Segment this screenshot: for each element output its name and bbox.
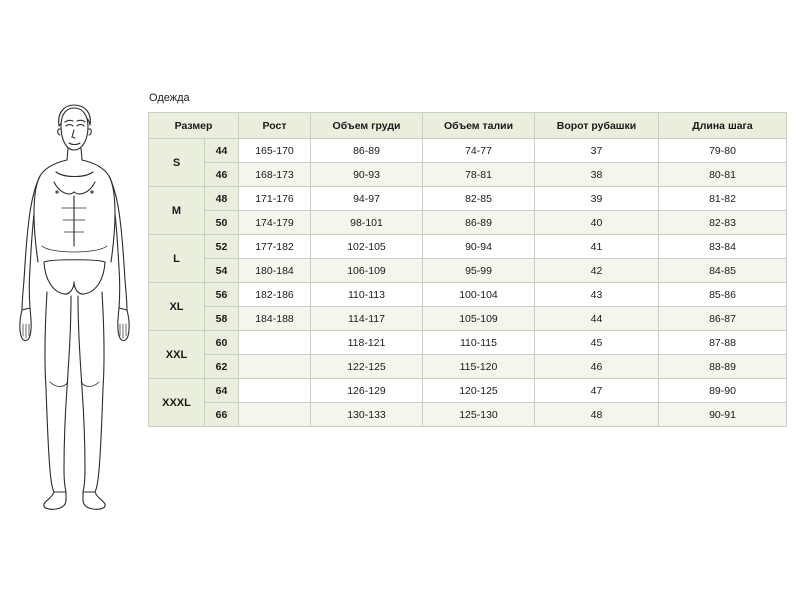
cell-step: 80-81 — [659, 163, 787, 187]
male-body-figure — [14, 96, 134, 516]
cell-chest: 86-89 — [311, 139, 423, 163]
size-number: 66 — [205, 403, 239, 427]
cell-chest: 106-109 — [311, 259, 423, 283]
cell-chest: 102-105 — [311, 235, 423, 259]
cell-waist: 125-130 — [423, 403, 535, 427]
column-header-size: Размер — [149, 113, 239, 139]
cell-collar: 46 — [535, 355, 659, 379]
size-group-label: XXXL — [149, 379, 205, 427]
cell-chest: 118-121 — [311, 331, 423, 355]
cell-waist: 90-94 — [423, 235, 535, 259]
table-row — [149, 403, 787, 427]
cell-collar: 41 — [535, 235, 659, 259]
cell-height — [239, 355, 311, 379]
table-row — [149, 307, 787, 331]
table-row — [149, 283, 787, 307]
cell-waist: 110-115 — [423, 331, 535, 355]
cell-collar: 43 — [535, 283, 659, 307]
cell-step: 85-86 — [659, 283, 787, 307]
cell-height: 171-176 — [239, 187, 311, 211]
size-number: 44 — [205, 139, 239, 163]
size-number: 56 — [205, 283, 239, 307]
cell-waist: 105-109 — [423, 307, 535, 331]
table-row — [149, 355, 787, 379]
cell-chest: 90-93 — [311, 163, 423, 187]
cell-height — [239, 379, 311, 403]
cell-step: 81-82 — [659, 187, 787, 211]
cell-collar: 45 — [535, 331, 659, 355]
cell-height: 174-179 — [239, 211, 311, 235]
size-number: 62 — [205, 355, 239, 379]
table-row — [149, 163, 787, 187]
cell-collar: 47 — [535, 379, 659, 403]
cell-collar: 37 — [535, 139, 659, 163]
cell-height: 180-184 — [239, 259, 311, 283]
cell-collar: 42 — [535, 259, 659, 283]
table-caption: Одежда — [149, 92, 190, 104]
cell-chest: 94-97 — [311, 187, 423, 211]
cell-chest: 126-129 — [311, 379, 423, 403]
size-group-label: XL — [149, 283, 205, 331]
column-header-chest: Объем груди — [311, 113, 423, 139]
cell-step: 82-83 — [659, 211, 787, 235]
size-number: 46 — [205, 163, 239, 187]
cell-step: 88-89 — [659, 355, 787, 379]
size-number: 58 — [205, 307, 239, 331]
cell-step: 89-90 — [659, 379, 787, 403]
cell-height: 165-170 — [239, 139, 311, 163]
column-header-waist: Объем талии — [423, 113, 535, 139]
cell-collar: 44 — [535, 307, 659, 331]
size-number: 54 — [205, 259, 239, 283]
size-group-label: M — [149, 187, 205, 235]
cell-collar: 40 — [535, 211, 659, 235]
cell-waist: 74-77 — [423, 139, 535, 163]
column-header-height: Рост — [239, 113, 311, 139]
cell-height: 168-173 — [239, 163, 311, 187]
cell-collar: 39 — [535, 187, 659, 211]
cell-waist: 95-99 — [423, 259, 535, 283]
column-header-collar: Ворот рубашки — [535, 113, 659, 139]
cell-step: 90-91 — [659, 403, 787, 427]
table-row — [149, 379, 787, 403]
cell-step: 84-85 — [659, 259, 787, 283]
table-row — [149, 259, 787, 283]
size-number: 60 — [205, 331, 239, 355]
table-row — [149, 187, 787, 211]
size-group-label: XXL — [149, 331, 205, 379]
column-header-step: Длина шага — [659, 113, 787, 139]
cell-waist: 86-89 — [423, 211, 535, 235]
cell-step: 86-87 — [659, 307, 787, 331]
cell-height — [239, 403, 311, 427]
cell-height: 184-188 — [239, 307, 311, 331]
size-number: 48 — [205, 187, 239, 211]
cell-height: 177-182 — [239, 235, 311, 259]
size-table — [148, 112, 787, 427]
cell-chest: 122-125 — [311, 355, 423, 379]
size-group-label: L — [149, 235, 205, 283]
cell-collar: 38 — [535, 163, 659, 187]
cell-step: 83-84 — [659, 235, 787, 259]
cell-height: 182-186 — [239, 283, 311, 307]
cell-chest: 114-117 — [311, 307, 423, 331]
cell-collar: 48 — [535, 403, 659, 427]
size-number: 64 — [205, 379, 239, 403]
size-number: 52 — [205, 235, 239, 259]
table-row — [149, 211, 787, 235]
cell-chest: 98-101 — [311, 211, 423, 235]
cell-waist: 100-104 — [423, 283, 535, 307]
table-header-row — [149, 113, 787, 139]
table-row — [149, 235, 787, 259]
size-table-area — [148, 92, 786, 427]
cell-waist: 115-120 — [423, 355, 535, 379]
table-row — [149, 139, 787, 163]
size-number: 50 — [205, 211, 239, 235]
cell-waist: 120-125 — [423, 379, 535, 403]
cell-waist: 78-81 — [423, 163, 535, 187]
size-group-label: S — [149, 139, 205, 187]
cell-step: 87-88 — [659, 331, 787, 355]
cell-waist: 82-85 — [423, 187, 535, 211]
cell-chest: 130-133 — [311, 403, 423, 427]
cell-chest: 110-113 — [311, 283, 423, 307]
cell-step: 79-80 — [659, 139, 787, 163]
table-row — [149, 331, 787, 355]
cell-height — [239, 331, 311, 355]
